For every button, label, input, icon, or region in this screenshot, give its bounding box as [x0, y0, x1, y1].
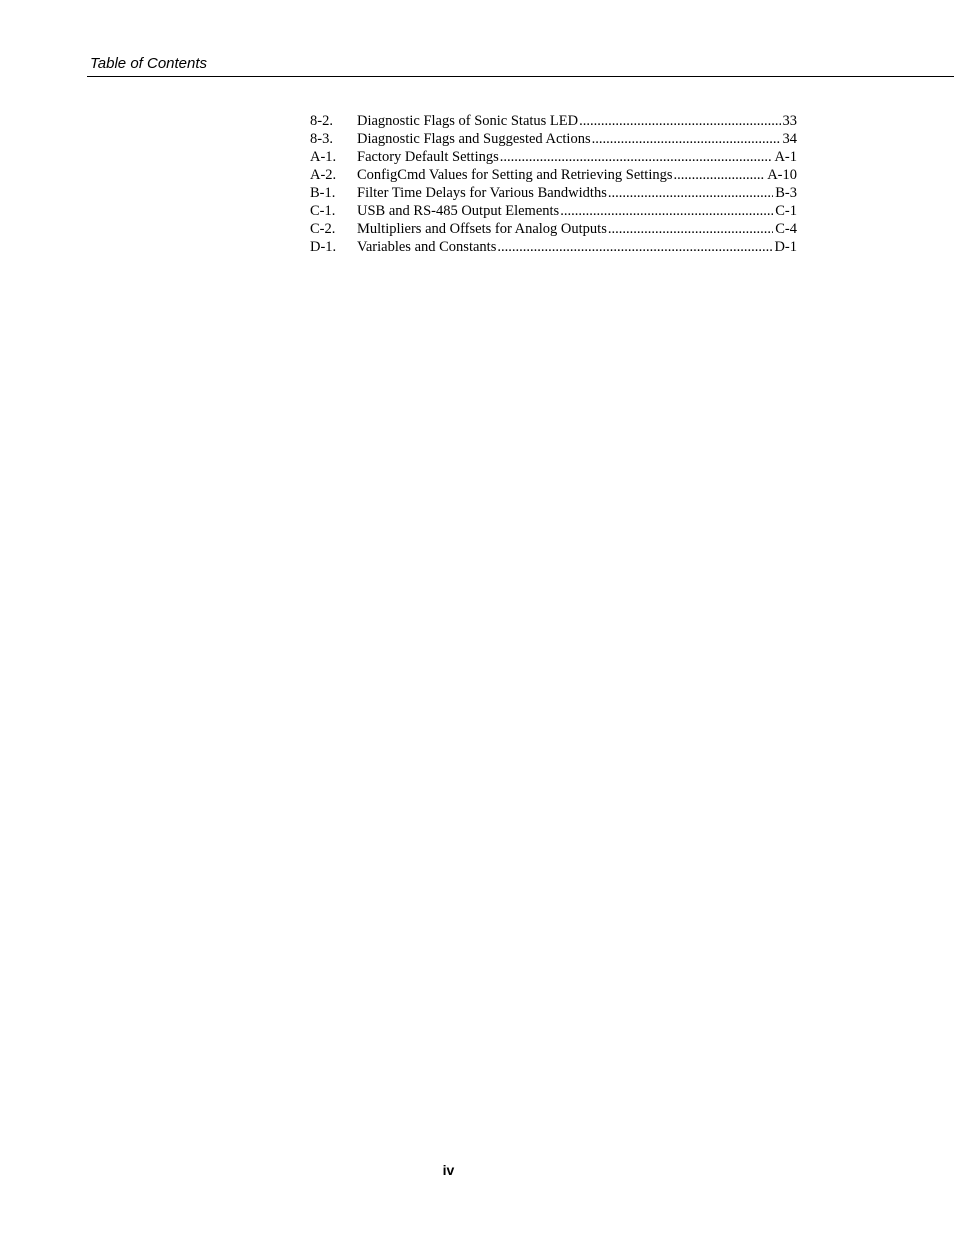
toc-entry[interactable]	[310, 112, 797, 130]
dot-leader	[674, 166, 766, 184]
toc-entry-page: 34	[782, 131, 797, 147]
dot-leader	[592, 130, 781, 148]
dot-leader	[560, 202, 773, 220]
toc-entry[interactable]	[310, 238, 797, 256]
toc-entry-page: C-1	[775, 203, 797, 219]
running-header-title: Table of Contents	[90, 55, 208, 72]
toc-entry-number: A-2.	[310, 167, 337, 183]
toc-entry-page: A-10	[767, 167, 797, 183]
toc-entry-title: Factory Default Settings	[357, 149, 499, 165]
dot-leader	[608, 184, 773, 202]
page-number: iv	[442, 1162, 455, 1178]
toc-entry-title: Variables and Constants	[357, 239, 497, 255]
dot-leader	[579, 112, 780, 130]
toc-entry[interactable]	[310, 220, 797, 238]
toc-entry-title: Diagnostic Flags and Suggested Actions	[357, 131, 591, 147]
toc-entry-title: Filter Time Delays for Various Bandwidths	[357, 185, 607, 201]
toc-entry-title: USB and RS-485 Output Elements	[357, 203, 560, 219]
toc-entry[interactable]	[310, 184, 797, 202]
toc-entry-number: D-1.	[310, 239, 337, 255]
toc-entry[interactable]	[310, 202, 797, 220]
toc-entry-page: B-3	[775, 185, 797, 201]
toc-entry-title: ConfigCmd Values for Setting and Retrieving Settings	[357, 167, 673, 183]
toc-entry-page: D-1	[774, 239, 797, 255]
toc-entry-number: A-1.	[310, 149, 337, 165]
toc-entry-number: 8-3.	[310, 131, 333, 147]
toc-entry[interactable]	[310, 130, 797, 148]
toc-entry-number: B-1.	[310, 185, 336, 201]
toc-entry[interactable]	[310, 166, 797, 184]
table-of-contents-list	[310, 112, 797, 256]
dot-leader	[500, 148, 773, 166]
toc-entry-title: Diagnostic Flags of Sonic Status LED	[357, 113, 579, 129]
dot-leader	[608, 220, 773, 238]
toc-entry-title: Multipliers and Offsets for Analog Outputs	[357, 221, 607, 237]
toc-entry-page: C-4	[775, 221, 797, 237]
dot-leader	[497, 238, 772, 256]
toc-entry-page: 33	[782, 113, 797, 129]
header-rule	[87, 76, 954, 77]
toc-entry[interactable]	[310, 148, 797, 166]
toc-entry-page: A-1	[774, 149, 797, 165]
toc-entry-number: C-1.	[310, 203, 336, 219]
toc-entry-number: 8-2.	[310, 113, 333, 129]
toc-entry-number: C-2.	[310, 221, 336, 237]
